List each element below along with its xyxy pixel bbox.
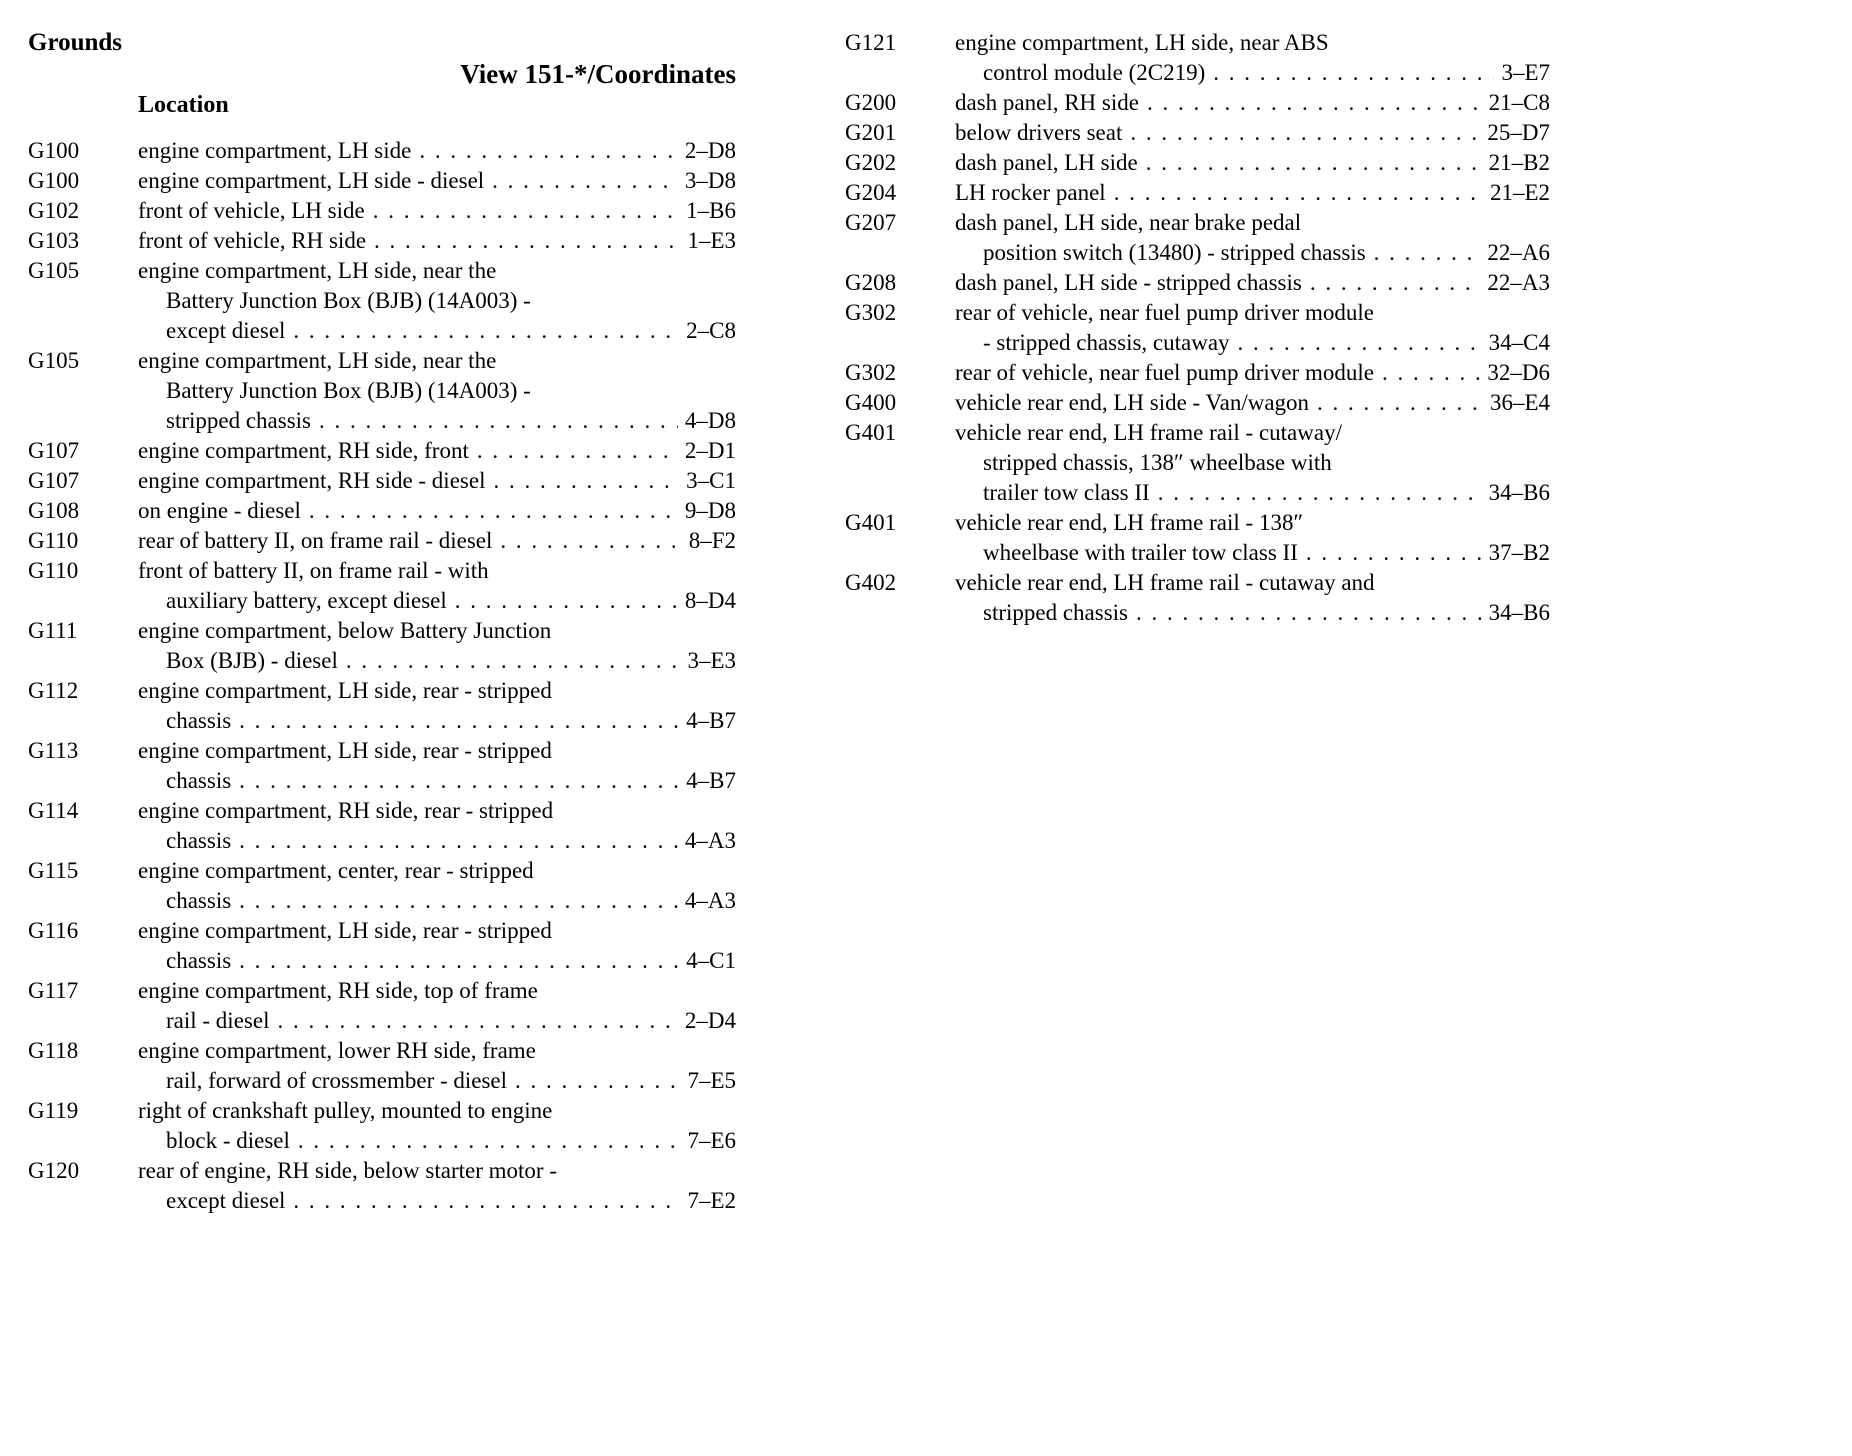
ground-location-text: dash panel, LH side: [955, 150, 1138, 175]
right-column-entries: [845, 28, 1550, 628]
ground-description: [955, 508, 1550, 568]
ground-id: G105: [28, 348, 80, 373]
coordinate: 1–E3: [687, 228, 736, 253]
ground-description: [138, 436, 736, 466]
ground-location-line: [138, 586, 736, 616]
ground-location-line: [955, 58, 1550, 88]
ground-location-line: engine compartment, LH side, rear - stripped: [138, 678, 552, 703]
dot-leader: [239, 706, 679, 736]
ground-id: G204: [845, 180, 897, 205]
ground-description: [955, 298, 1550, 358]
ground-entry: [845, 118, 1550, 148]
ground-location-line: [138, 766, 736, 796]
dot-leader: [1317, 388, 1483, 418]
coordinate: 2–C8: [686, 318, 736, 343]
ground-location-text: block - diesel: [166, 1128, 290, 1153]
ground-location-text: rear of vehicle, near fuel pump driver module: [955, 360, 1374, 385]
coordinate: 25–D7: [1487, 120, 1550, 145]
ground-location-text: chassis: [166, 708, 232, 733]
ground-description: [138, 976, 736, 1036]
ground-entry: [845, 208, 1550, 268]
ground-id: G302: [845, 300, 897, 325]
ground-location-line: stripped chassis, 138″ wheelbase with: [983, 450, 1332, 475]
ground-location-line: [138, 466, 736, 496]
coordinate: 36–E4: [1489, 390, 1550, 415]
coordinate: 34–B6: [1488, 600, 1550, 625]
location-header: Location: [138, 92, 229, 118]
ground-location-text: position switch (13480) - stripped chassis: [983, 240, 1366, 265]
coordinate: 3–C1: [686, 468, 736, 493]
coordinate: 7–E5: [687, 1068, 736, 1093]
dot-leader: [1310, 268, 1481, 298]
dot-leader: [1213, 58, 1494, 88]
ground-entry: [28, 136, 736, 166]
ground-location-text: trailer tow class II: [983, 480, 1150, 505]
ground-location-text: - stripped chassis, cutaway: [983, 330, 1230, 355]
coordinate: 3–E3: [687, 648, 736, 673]
ground-id: G107: [28, 468, 80, 493]
ground-location-text: rear of battery II, on frame rail - diesel: [138, 528, 493, 553]
ground-description: [955, 208, 1550, 268]
ground-location-text: chassis: [166, 888, 232, 913]
dot-leader: [500, 526, 681, 556]
ground-entry: [28, 976, 736, 1036]
ground-location-line: engine compartment, RH side, rear - stripped: [138, 798, 554, 823]
coordinate: 8–D4: [684, 588, 736, 613]
coordinate: 4–D8: [684, 408, 736, 433]
ground-id: G102: [28, 198, 80, 223]
dot-leader: [515, 1066, 680, 1096]
ground-location-line: Battery Junction Box (BJB) (14A003) -: [166, 378, 531, 403]
dot-leader: [374, 226, 680, 256]
ground-entry: [845, 88, 1550, 118]
ground-location-text: except diesel: [166, 318, 286, 343]
ground-location-line: [138, 706, 736, 736]
ground-id: G207: [845, 210, 897, 235]
dot-leader: [1136, 598, 1482, 628]
ground-location-line: [138, 1066, 736, 1096]
ground-entry: [28, 676, 736, 736]
ground-location-line: engine compartment, center, rear - stripped: [138, 858, 534, 883]
ground-id: G117: [28, 978, 79, 1003]
ground-description: [138, 1156, 736, 1216]
coordinate: 7–E6: [687, 1128, 736, 1153]
ground-entry: [845, 148, 1550, 178]
ground-location-line: [955, 268, 1550, 298]
coordinate: 21–E2: [1489, 180, 1550, 205]
ground-entry: [28, 436, 736, 466]
ground-entry: [28, 616, 736, 676]
dot-leader: [1238, 328, 1482, 358]
coordinate: 4–A3: [684, 888, 736, 913]
ground-location-text: chassis: [166, 828, 232, 853]
ground-description: [138, 466, 736, 496]
ground-description: [955, 358, 1550, 388]
ground-entry: [28, 496, 736, 526]
ground-id: G208: [845, 270, 897, 295]
coordinate: 21–C8: [1488, 90, 1550, 115]
ground-description: [138, 736, 736, 796]
ground-location-line: [138, 1006, 736, 1036]
ground-id: G113: [28, 738, 79, 763]
dot-leader: [455, 586, 678, 616]
dot-leader: [346, 646, 681, 676]
dot-leader: [293, 1186, 680, 1216]
ground-description: [138, 1096, 736, 1156]
ground-location-line: [955, 118, 1550, 148]
coordinate: 3–D8: [684, 168, 736, 193]
ground-description: [138, 226, 736, 256]
ground-entry: [845, 268, 1550, 298]
ground-id: G100: [28, 138, 80, 163]
ground-entry: [28, 226, 736, 256]
ground-description: [138, 256, 736, 346]
ground-id: G110: [28, 528, 79, 553]
ground-description: [138, 916, 736, 976]
dot-leader: [1146, 148, 1482, 178]
ground-location-text: on engine - diesel: [138, 498, 301, 523]
coordinate: 4–C1: [686, 948, 736, 973]
ground-description: [138, 166, 736, 196]
coordinate: 2–D4: [684, 1008, 736, 1033]
dot-leader: [1114, 178, 1483, 208]
ground-entry: [845, 298, 1550, 358]
ground-location-line: [138, 526, 736, 556]
ground-entry: [28, 736, 736, 796]
ground-entry: [28, 466, 736, 496]
ground-description: [138, 556, 736, 616]
ground-description: [955, 88, 1550, 118]
ground-location-text: engine compartment, LH side - diesel: [138, 168, 485, 193]
ground-entry: [845, 178, 1550, 208]
coordinate: 4–B7: [686, 768, 736, 793]
ground-id: G111: [28, 618, 78, 643]
dot-leader: [1382, 358, 1480, 388]
ground-entry: [28, 526, 736, 556]
ground-location-text: stripped chassis: [983, 600, 1129, 625]
ground-location-line: engine compartment, RH side, top of frame: [138, 978, 538, 1003]
ground-location-line: [955, 148, 1550, 178]
ground-location-line: right of crankshaft pulley, mounted to engine: [138, 1098, 553, 1123]
ground-location-text: stripped chassis: [166, 408, 312, 433]
ground-location-text: chassis: [166, 948, 232, 973]
ground-id: G120: [28, 1158, 80, 1183]
ground-entry: [845, 358, 1550, 388]
dot-leader: [239, 886, 678, 916]
ground-entry: [845, 508, 1550, 568]
ground-id: G402: [845, 570, 897, 595]
ground-description: [138, 346, 736, 436]
ground-location-line: [138, 196, 736, 226]
ground-id: G100: [28, 168, 80, 193]
ground-location-line: rear of vehicle, near fuel pump driver module: [955, 300, 1374, 325]
dot-leader: [319, 406, 678, 436]
ground-description: [955, 148, 1550, 178]
ground-location-line: engine compartment, lower RH side, frame: [138, 1038, 536, 1063]
coordinate: 37–B2: [1488, 540, 1550, 565]
ground-id: G118: [28, 1038, 79, 1063]
page-title: Grounds: [28, 29, 123, 56]
ground-id: G119: [28, 1098, 79, 1123]
ground-entry: [845, 568, 1550, 628]
ground-description: [955, 418, 1550, 508]
ground-description: [138, 526, 736, 556]
ground-id: G302: [845, 360, 897, 385]
ground-location-line: [138, 316, 736, 346]
ground-location-line: [138, 1186, 736, 1216]
ground-location-text: wheelbase with trailer tow class II: [983, 540, 1298, 565]
ground-description: [138, 676, 736, 736]
dot-leader: [477, 436, 678, 466]
coordinate: 8–F2: [688, 528, 736, 553]
ground-location-text: chassis: [166, 768, 232, 793]
ground-location-text: dash panel, LH side - stripped chassis: [955, 270, 1302, 295]
ground-id: G114: [28, 798, 79, 823]
ground-entry: [28, 196, 736, 226]
ground-entry: [28, 1156, 736, 1216]
ground-id: G401: [845, 510, 897, 535]
ground-location-text: engine compartment, LH side: [138, 138, 412, 163]
ground-id: G103: [28, 228, 80, 253]
coordinate: 3–E7: [1501, 60, 1550, 85]
ground-location-line: [138, 496, 736, 526]
ground-location-text: below drivers seat: [955, 120, 1123, 145]
ground-location-line: [138, 226, 736, 256]
ground-location-line: [955, 538, 1550, 568]
ground-location-text: engine compartment, RH side - diesel: [138, 468, 486, 493]
ground-entry: [28, 796, 736, 856]
ground-location-text: Box (BJB) - diesel: [166, 648, 338, 673]
coordinate: 22–A3: [1487, 270, 1550, 295]
ground-entry: [28, 1096, 736, 1156]
ground-entry: [845, 28, 1550, 88]
dot-leader: [373, 196, 679, 226]
ground-entry: [28, 856, 736, 916]
ground-location-line: [955, 388, 1550, 418]
ground-location-line: engine compartment, below Battery Junction: [138, 618, 552, 643]
ground-description: [955, 178, 1550, 208]
ground-description: [138, 136, 736, 166]
ground-entry: [28, 256, 736, 346]
coordinate: 9–D8: [684, 498, 736, 523]
coordinate: 32–D6: [1487, 360, 1550, 385]
ground-location-line: front of battery II, on frame rail - with: [138, 558, 489, 583]
ground-entry: [28, 166, 736, 196]
dot-leader: [1147, 88, 1482, 118]
ground-id: G201: [845, 120, 897, 145]
coordinate: 4–B7: [686, 708, 736, 733]
ground-location-text: dash panel, RH side: [955, 90, 1139, 115]
ground-location-text: auxiliary battery, except diesel: [166, 588, 447, 613]
ground-location-line: [138, 646, 736, 676]
ground-location-line: engine compartment, LH side, rear - stripped: [138, 918, 552, 943]
ground-id: G110: [28, 558, 79, 583]
coordinate: 2–D8: [684, 138, 736, 163]
ground-entry: [28, 1036, 736, 1096]
ground-location-text: vehicle rear end, LH side - Van/wagon: [955, 390, 1310, 415]
dot-leader: [309, 496, 678, 526]
ground-id: G105: [28, 258, 80, 283]
dot-leader: [1158, 478, 1482, 508]
ground-location-line: [138, 826, 736, 856]
ground-description: [138, 796, 736, 856]
ground-location-text: control module (2C219): [983, 60, 1206, 85]
ground-description: [138, 616, 736, 676]
ground-location-line: vehicle rear end, LH frame rail - cutaway and: [955, 570, 1375, 595]
ground-location-text: LH rocker panel: [955, 180, 1106, 205]
ground-location-line: vehicle rear end, LH frame rail - cutaway/: [955, 420, 1342, 445]
dot-leader: [1306, 538, 1482, 568]
dot-leader: [277, 1006, 677, 1036]
ground-location-line: [138, 946, 736, 976]
ground-id: G121: [845, 30, 897, 55]
ground-location-line: rear of engine, RH side, below starter motor -: [138, 1158, 557, 1183]
dot-leader: [492, 166, 678, 196]
ground-location-line: [138, 166, 736, 196]
ground-description: [138, 856, 736, 916]
dot-leader: [239, 826, 678, 856]
left-column: [28, 28, 736, 1216]
ground-id: G202: [845, 150, 897, 175]
ground-description: [138, 196, 736, 226]
ground-id: G200: [845, 90, 897, 115]
ground-description: [955, 118, 1550, 148]
ground-id: G116: [28, 918, 79, 943]
ground-location-line: [955, 328, 1550, 358]
ground-location-line: engine compartment, LH side, near ABS: [955, 30, 1329, 55]
ground-entry: [845, 388, 1550, 418]
dot-leader: [493, 466, 679, 496]
ground-location-text: engine compartment, RH side, front: [138, 438, 469, 463]
ground-description: [955, 388, 1550, 418]
ground-location-text: rail, forward of crossmember - diesel: [166, 1068, 508, 1093]
ground-description: [955, 568, 1550, 628]
ground-location-line: [138, 886, 736, 916]
dot-leader: [293, 316, 679, 346]
coordinate: 34–C4: [1488, 330, 1550, 355]
ground-location-text: front of vehicle, LH side: [138, 198, 365, 223]
ground-id: G115: [28, 858, 79, 883]
ground-entry: [28, 916, 736, 976]
coordinate: 21–B2: [1488, 150, 1550, 175]
coordinate: 34–B6: [1488, 480, 1550, 505]
ground-description: [955, 28, 1550, 88]
ground-id: G108: [28, 498, 80, 523]
right-column: [845, 28, 1550, 628]
ground-id: G107: [28, 438, 80, 463]
ground-location-text: except diesel: [166, 1188, 286, 1213]
ground-description: [955, 268, 1550, 298]
coordinate: 22–A6: [1487, 240, 1550, 265]
ground-location-line: vehicle rear end, LH frame rail - 138″: [955, 510, 1304, 535]
ground-location-text: front of vehicle, RH side: [138, 228, 367, 253]
ground-description: [138, 1036, 736, 1096]
dot-leader: [239, 946, 679, 976]
dot-leader: [1130, 118, 1480, 148]
view-coordinates-header: View 151-*/Coordinates: [460, 59, 736, 89]
ground-description: [138, 496, 736, 526]
ground-location-line: engine compartment, LH side, rear - stripped: [138, 738, 552, 763]
ground-location-line: engine compartment, LH side, near the: [138, 348, 497, 373]
ground-location-line: [955, 88, 1550, 118]
ground-id: G401: [845, 420, 897, 445]
ground-location-line: [955, 358, 1550, 388]
ground-location-line: Battery Junction Box (BJB) (14A003) -: [166, 288, 531, 313]
ground-location-line: [955, 238, 1550, 268]
dot-leader: [239, 766, 679, 796]
ground-location-text: rail - diesel: [166, 1008, 270, 1033]
ground-location-line: [138, 1126, 736, 1156]
left-column-entries: [28, 136, 736, 1216]
ground-location-line: [138, 136, 736, 166]
ground-location-line: engine compartment, LH side, near the: [138, 258, 497, 283]
coordinate: 4–A3: [684, 828, 736, 853]
ground-entry: [28, 346, 736, 436]
ground-id: G112: [28, 678, 79, 703]
coordinate: 2–D1: [684, 438, 736, 463]
coordinate: 1–B6: [686, 198, 736, 223]
ground-entry: [28, 556, 736, 616]
ground-location-line: [138, 406, 736, 436]
ground-location-line: [955, 478, 1550, 508]
dot-leader: [1374, 238, 1481, 268]
ground-location-line: [955, 178, 1550, 208]
ground-id: G400: [845, 390, 897, 415]
dot-leader: [298, 1126, 681, 1156]
ground-entry: [845, 418, 1550, 508]
dot-leader: [419, 136, 678, 166]
ground-location-line: [955, 598, 1550, 628]
coordinate: 7–E2: [687, 1188, 736, 1213]
ground-location-line: dash panel, LH side, near brake pedal: [955, 210, 1302, 235]
ground-location-line: [138, 436, 736, 466]
